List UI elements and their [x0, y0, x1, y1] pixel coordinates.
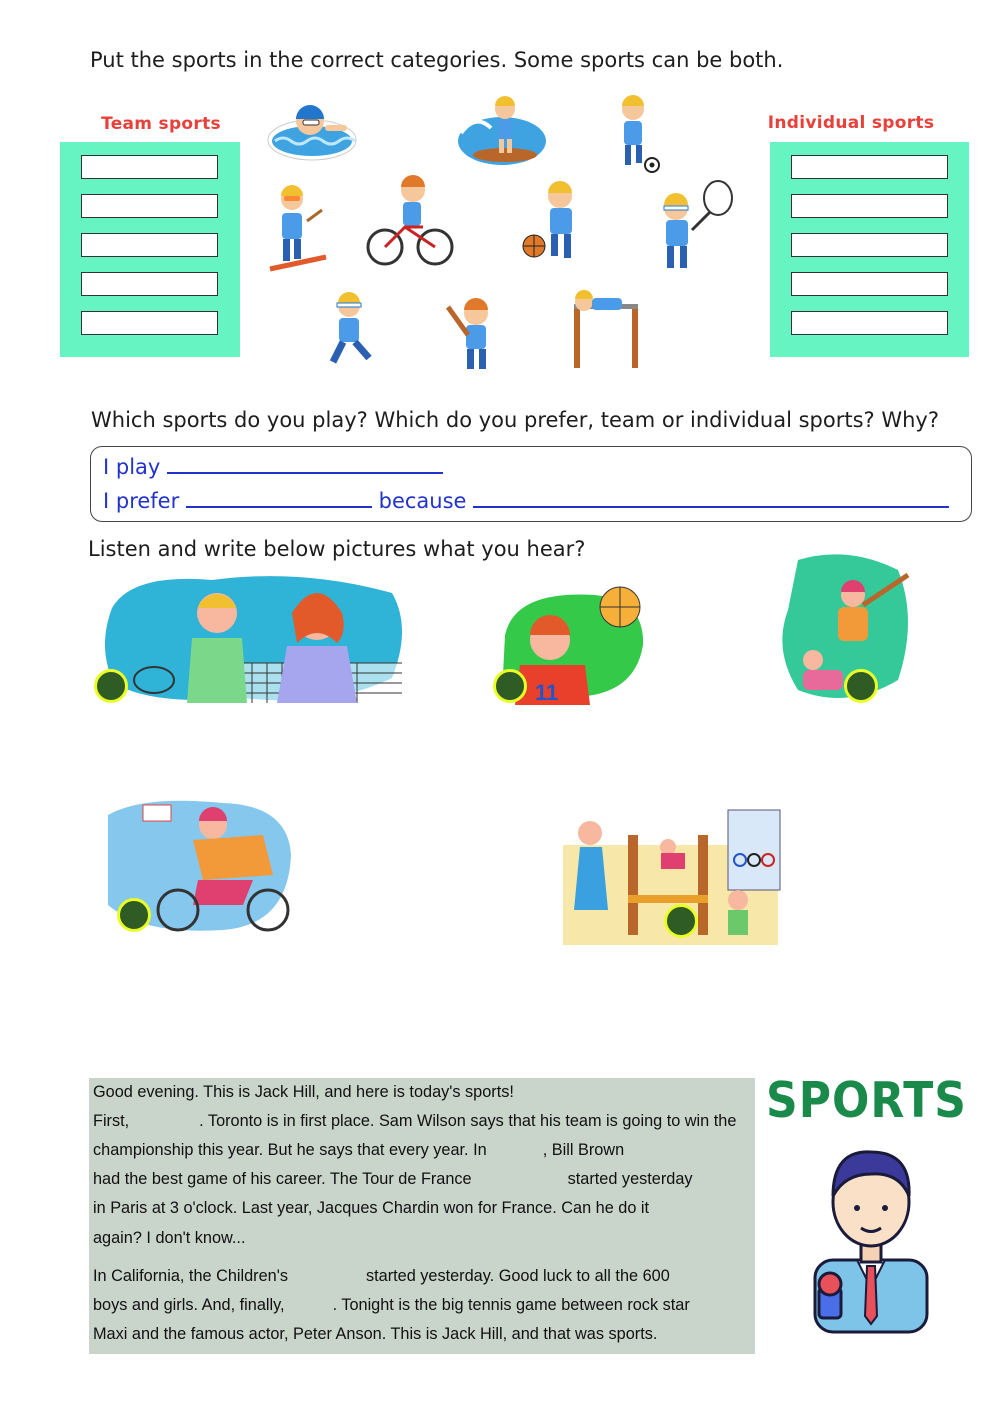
listen-dot-3[interactable]: [844, 669, 878, 703]
transcript-line-5: in Paris at 3 o'clock. Last year, Jacques Chardin won for France. Can he do it: [93, 1199, 650, 1217]
gymnastics-icon[interactable]: [560, 290, 650, 370]
baseball-icon[interactable]: [440, 295, 510, 380]
because-blank[interactable]: [473, 486, 949, 508]
listen-dot-5[interactable]: [664, 904, 698, 938]
individual-answer-2[interactable]: [791, 194, 948, 218]
individual-answer-5[interactable]: [791, 311, 948, 335]
cycling-icon[interactable]: [365, 172, 455, 270]
transcript-line-6: again? I don't know...: [93, 1229, 246, 1247]
svg-text:11: 11: [535, 680, 559, 705]
running-icon[interactable]: [315, 290, 385, 375]
reporter-icon: [805, 1138, 935, 1334]
listen-dot-4[interactable]: [117, 898, 151, 932]
transcript-line-8b: . Tonight is the big tennis game between rock star: [332, 1296, 690, 1314]
individual-sports-box: [770, 142, 969, 357]
transcript-line-3: [93, 1141, 624, 1160]
basketball-icon[interactable]: [518, 180, 600, 270]
transcript-line-7: [93, 1267, 670, 1286]
individual-answer-4[interactable]: [791, 272, 948, 296]
play-blank[interactable]: [167, 452, 443, 474]
prefer-answer-line: [103, 486, 949, 513]
transcript-line-8a: boys and girls. And, finally,: [93, 1296, 285, 1314]
transcript-line-7b: started yesterday. Good luck to all the 600: [365, 1267, 670, 1285]
transcript-line-3a: championship this year. But he says that every year. In: [93, 1141, 487, 1159]
team-answer-1[interactable]: [81, 155, 218, 179]
transcript-line-2: [93, 1112, 736, 1131]
sports-title: SPORTS: [766, 1072, 967, 1130]
transcript-line-2a: First,: [93, 1112, 130, 1130]
skiing-icon[interactable]: [262, 185, 332, 277]
individual-sports-title: Individual sports: [767, 113, 935, 133]
transcript-line-4a: had the best game of his career. The Tour de France: [93, 1170, 472, 1188]
transcript-line-4: [93, 1170, 693, 1189]
team-answer-3[interactable]: [81, 233, 218, 257]
prefer-prefix: I prefer: [103, 489, 180, 513]
transcript-panel: [89, 1078, 755, 1354]
preference-question: Which sports do you play? Which do you prefer, team or individual sports? Why?: [91, 408, 940, 432]
tennis-icon[interactable]: [640, 180, 740, 280]
play-prefix: I play: [103, 455, 161, 479]
individual-answer-1[interactable]: [791, 155, 948, 179]
team-answer-4[interactable]: [81, 272, 218, 296]
categorize-instruction: Put the sports in the correct categories. Some sports can be both.: [90, 48, 784, 72]
team-sports-box: [60, 142, 240, 357]
swimming-icon[interactable]: [265, 95, 360, 165]
team-answer-5[interactable]: [81, 311, 218, 335]
transcript-line-2b: . Toronto is in first place. Sam Wilson says that his team is going to win the: [199, 1112, 737, 1130]
play-answer-line: [103, 452, 443, 479]
team-sports-title: Team sports: [101, 114, 221, 134]
prefer-blank[interactable]: [186, 486, 372, 508]
listen-dot-1[interactable]: [94, 669, 128, 703]
baseball-scene-icon: [768, 550, 918, 710]
transcript-line-1: Good evening. This is Jack Hill, and here is today's sports!: [93, 1083, 514, 1101]
transcript-line-3b: , Bill Brown: [542, 1141, 625, 1159]
transcript-line-7a: In California, the Children's: [93, 1267, 288, 1285]
transcript-line-8: [93, 1296, 690, 1315]
listen-instruction: Listen and write below pictures what you hear?: [88, 537, 586, 561]
team-answer-2[interactable]: [81, 194, 218, 218]
individual-answer-3[interactable]: [791, 233, 948, 257]
surfing-icon[interactable]: [455, 93, 550, 168]
transcript-line-4b: started yesterday: [567, 1170, 693, 1188]
tennis-scene-icon: [92, 568, 412, 708]
listen-dot-2[interactable]: [493, 669, 527, 703]
because-label: because: [378, 489, 467, 513]
football-icon[interactable]: [605, 95, 665, 175]
transcript-line-9: Maxi and the famous actor, Peter Anson. This is Jack Hill, and that was sports.: [93, 1325, 658, 1343]
